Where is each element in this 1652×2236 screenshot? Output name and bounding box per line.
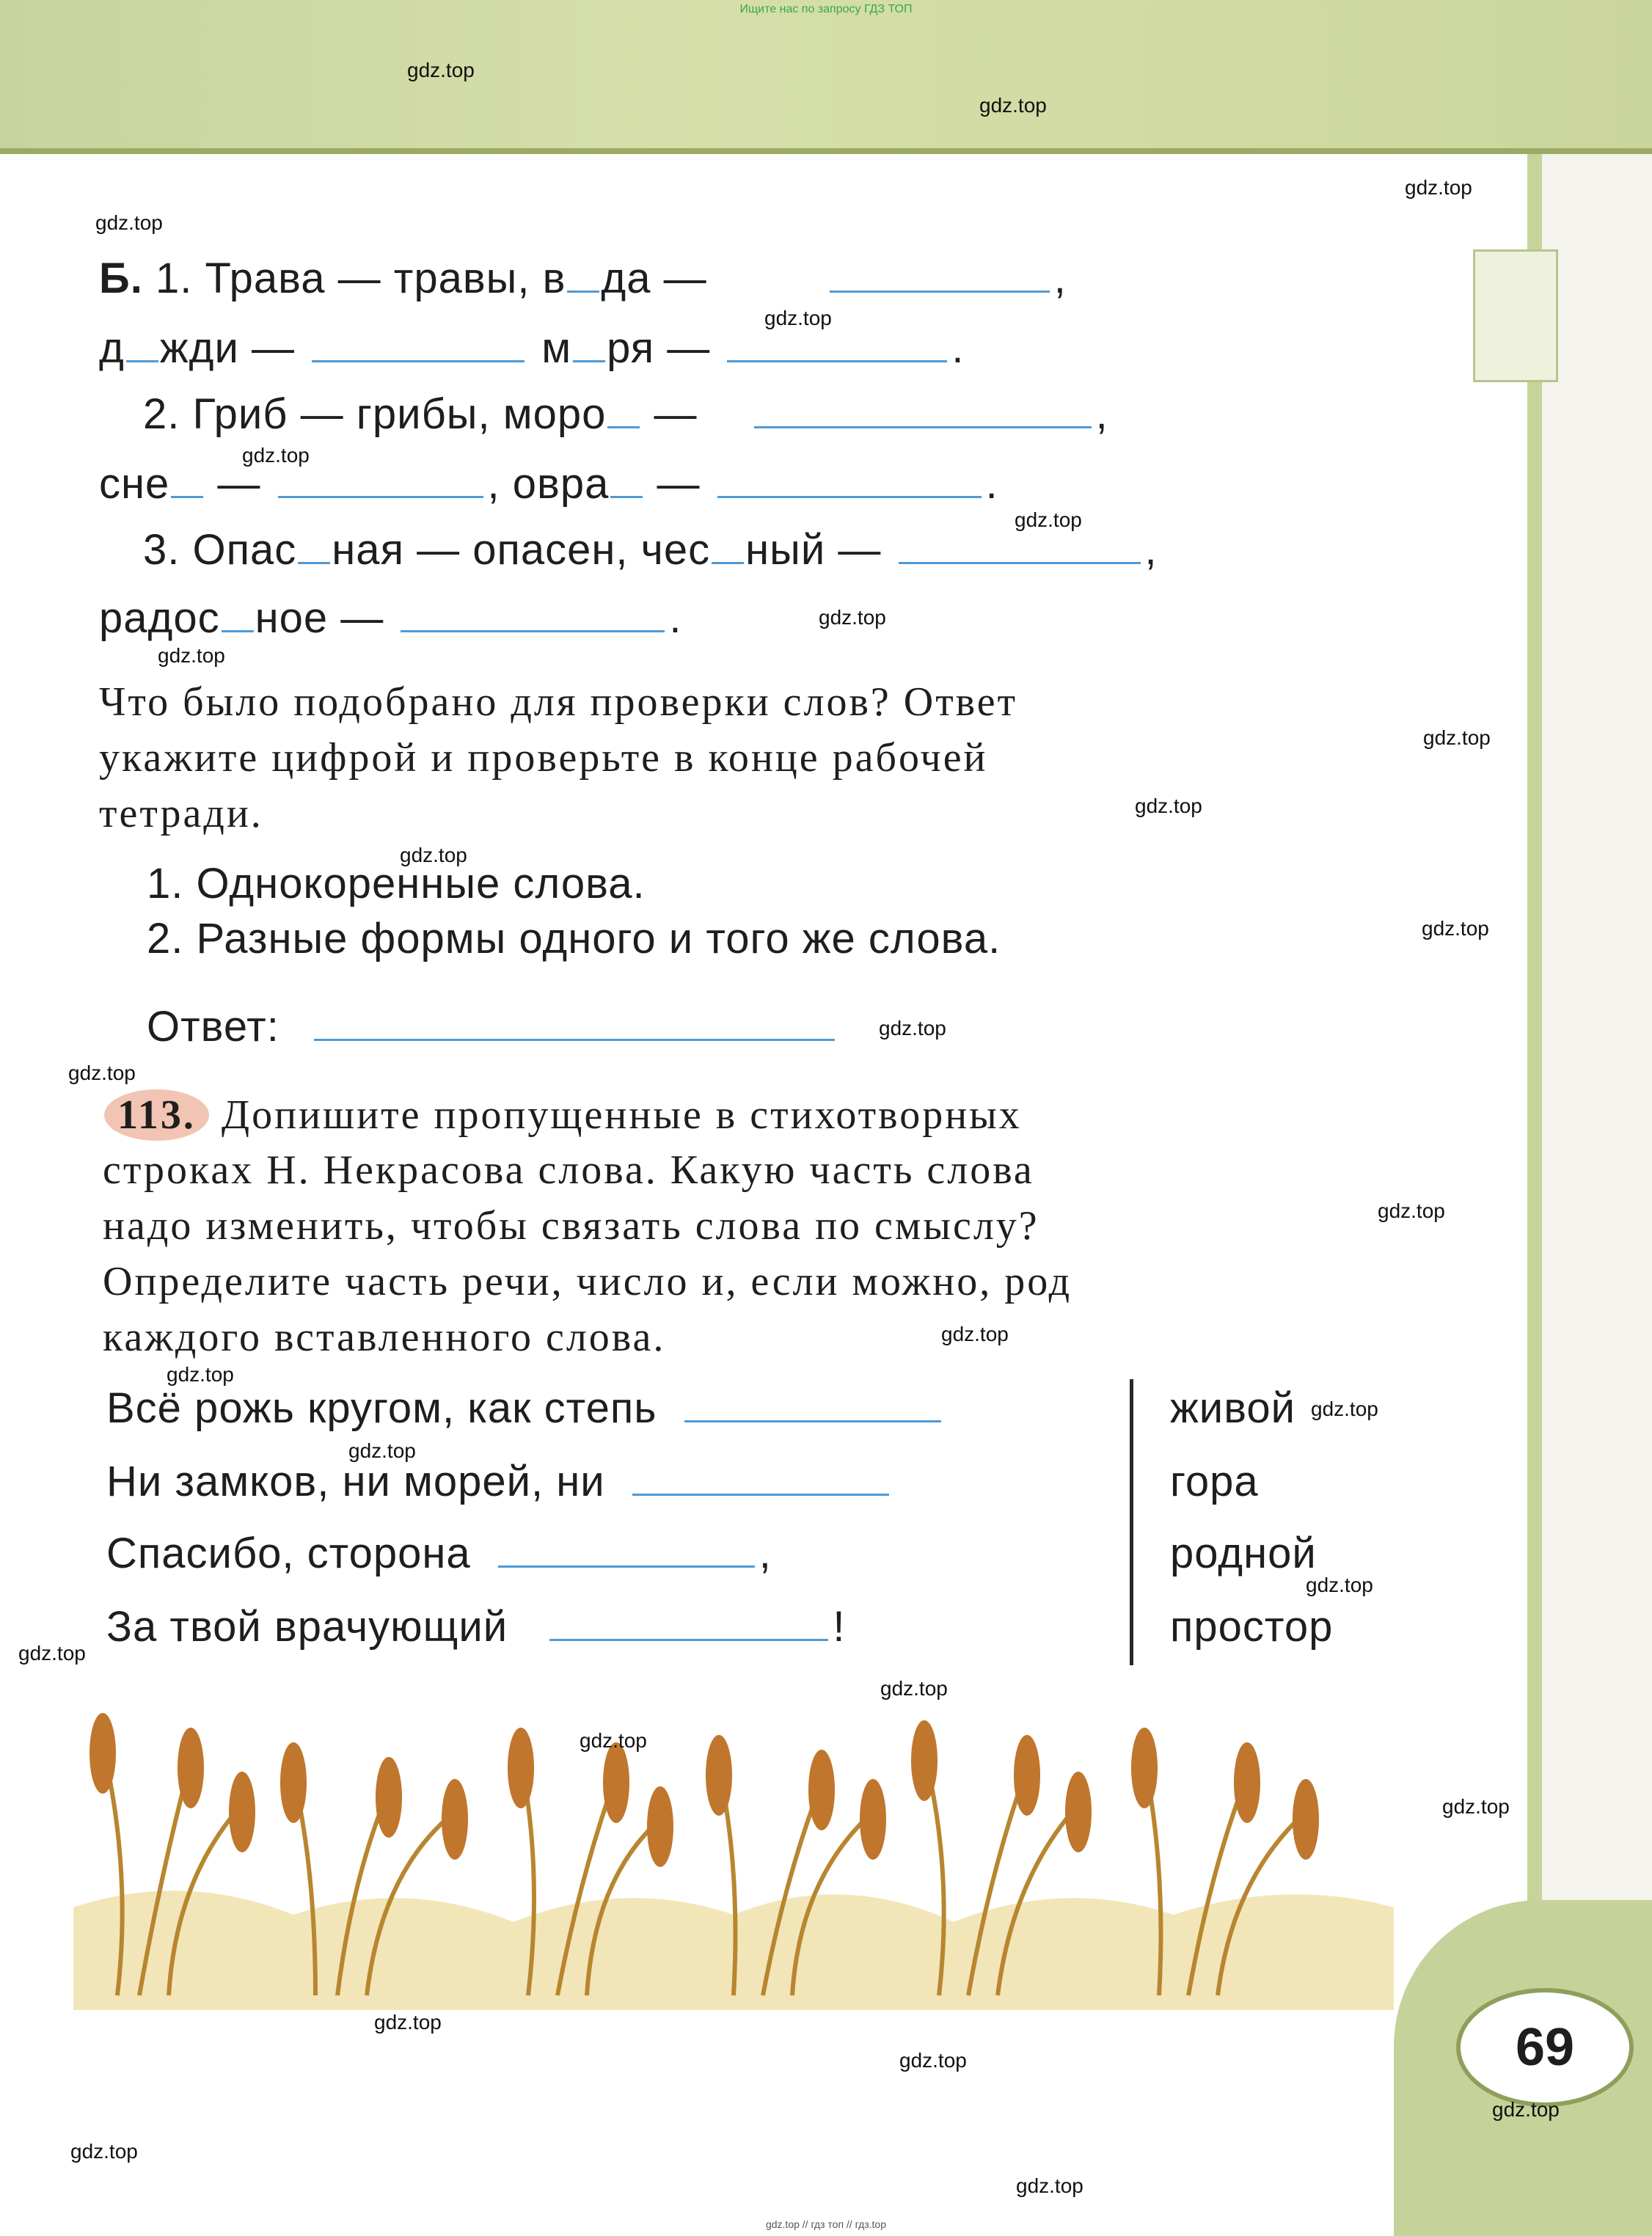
watermark: gdz.top [242,444,310,467]
option-2: 2. Разные формы одного и того же слова. [147,915,1001,962]
watermark: gdz.top [1306,1574,1373,1596]
watermark: gdz.top [1422,917,1489,940]
watermark: gdz.top [1311,1398,1378,1420]
word-bank-separator [1130,1379,1133,1665]
answer-field[interactable] [314,1031,835,1041]
b-line-1: Б. 1. Трава — травы, в да — , [99,255,1067,302]
watermark: gdz.top [879,1017,946,1040]
poem-blank[interactable] [549,1632,828,1641]
b-line-6: радос ное — . [99,594,682,642]
watermark: gdz.top [580,1729,647,1752]
bottom-note: gdz.top // гдз топ // гдз.top [765,2218,887,2230]
ex113-line-1: 113. Допишите пропущенные в стихотворных [117,1089,1022,1141]
side-decor-box [1473,249,1558,382]
poem-blank[interactable] [498,1558,755,1568]
answer-blank[interactable] [754,419,1092,428]
poem-line-2: Ни замков, ни морей, ни [106,1456,893,1508]
watermark: gdz.top [880,1677,948,1700]
watermark: gdz.top [374,2011,442,2034]
watermark: gdz.top [941,1323,1009,1345]
poem-blank[interactable] [632,1486,889,1496]
watermark: gdz.top [1492,2098,1560,2121]
watermark: gdz.top [68,1062,136,1084]
answer-row: Ответ: [147,1001,839,1053]
word-bank-item: родной [1170,1530,1317,1577]
watermark: gdz.top [407,59,475,81]
watermark: gdz.top [1442,1795,1510,1818]
poem-line-1: Всё рожь кругом, как степь [106,1383,946,1434]
answer-blank[interactable] [830,283,1050,293]
watermark: gdz.top [979,94,1047,117]
ex113-line-3: надо изменить, чтобы связать слова по смыслу? [103,1203,1039,1249]
question-line-2: укажите цифрой и проверьте в конце рабочей [99,735,988,781]
watermark: gdz.top [1378,1199,1445,1222]
answer-blank[interactable] [401,623,665,632]
ex113-line-4: Определите часть речи, число и, если можно, род [103,1259,1072,1304]
section-label: Б. [99,255,143,302]
letter-blank[interactable] [712,555,744,564]
watermark: gdz.top [1405,176,1472,199]
letter-blank[interactable] [298,555,330,564]
watermark: gdz.top [899,2049,967,2072]
watermark: gdz.top [158,644,225,667]
ex113-line-5: каждого вставленного слова. [103,1315,666,1360]
page-number: 69 [1456,1988,1634,2107]
poem-line-4: За твой врачующий ! [106,1603,846,1651]
header-band [0,0,1652,154]
poem-blank[interactable] [684,1413,941,1422]
watermark: gdz.top [348,1439,416,1462]
watermark: gdz.top [764,307,832,329]
watermark: gdz.top [1015,508,1082,531]
top-note: Ищите нас по запросу ГДЗ ТОП [739,3,913,15]
b-line-4: сне — , овра — . [99,460,998,508]
b-line-2: д жди — м ря — . [99,324,965,372]
ex113-line-2: строках Н. Некрасова слова. Какую часть слова [103,1147,1034,1193]
answer-blank[interactable] [278,489,483,498]
watermark: gdz.top [1135,794,1202,817]
letter-blank[interactable] [610,489,643,498]
poem-line-3: Спасибо, сторона , [106,1530,772,1577]
watermark: gdz.top [70,2140,138,2163]
option-1: 1. Однокоренные слова. [147,860,646,907]
exercise-number: 113. [104,1089,209,1141]
answer-blank[interactable] [717,489,982,498]
word-bank-item: живой [1170,1384,1296,1432]
watermark: gdz.top [95,211,163,234]
letter-blank[interactable] [126,353,158,362]
watermark: gdz.top [18,1642,86,1665]
watermark: gdz.top [1016,2174,1083,2197]
wheat-illustration [73,1687,1394,2010]
question-line-3: тетради. [99,791,263,836]
b-line-5: 3. Опас ная — опасен, чес ный — , [143,526,1158,574]
answer-blank[interactable] [312,353,525,362]
letter-blank[interactable] [171,489,203,498]
side-decor-bar [1527,154,1542,2061]
letter-blank[interactable] [607,419,640,428]
watermark: gdz.top [400,844,467,866]
watermark: gdz.top [1423,726,1491,749]
answer-blank[interactable] [727,353,947,362]
watermark: gdz.top [167,1363,234,1386]
b-line-3: 2. Гриб — грибы, моро — , [143,390,1108,438]
word-bank-item: простор [1170,1603,1334,1651]
answer-blank[interactable] [899,555,1141,564]
word-bank-item: гора [1170,1458,1259,1505]
letter-blank[interactable] [567,283,599,293]
watermark: gdz.top [819,606,886,629]
question-line-1: Что было подобрано для проверки слов? Ответ [99,679,1018,725]
letter-blank[interactable] [573,353,605,362]
letter-blank[interactable] [222,623,254,632]
